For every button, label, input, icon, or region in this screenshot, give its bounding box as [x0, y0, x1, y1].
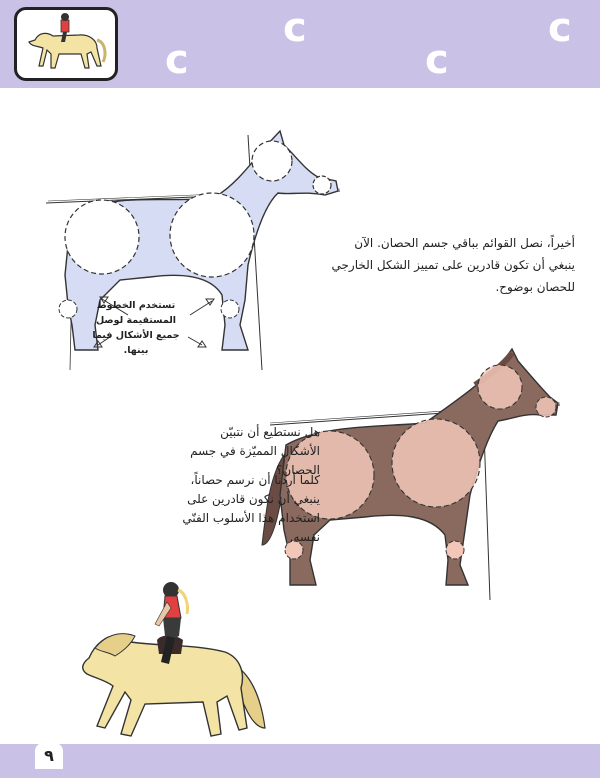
horse-rider-illustration — [75, 578, 275, 748]
header-deco-c: c — [548, 5, 572, 51]
horse-rider-icon — [17, 10, 115, 78]
header-deco-c: c — [425, 37, 449, 83]
horse-rider-thumbnail — [14, 7, 118, 81]
question-text: هل نستطيع أن نتبيّن الأشكال المميّزة في جسم الحصان؟ — [190, 425, 320, 477]
footer-band — [0, 744, 600, 778]
outline-horse-diagram — [40, 125, 350, 375]
instruction-text: أخيراً، نصل القوائم بباقي جسم الحصان. الآن ينبغي أن تكون قادرين على تمييز الشكل الخارجي للحصان بوضوح. — [331, 236, 575, 294]
technique-text: كلما أردنا أن نرسم حصاناً، ينبغي أن نكون قادرين على استخدام هذا الأسلوب الفنّي نفسه. — [182, 473, 320, 544]
header-deco-c: c — [283, 5, 307, 51]
guide-lines-note: تستخدم الخطوط المستقيمة لوصل جميع الأشكال فيما بينها. — [92, 300, 180, 356]
page-number: ٩ — [35, 743, 63, 769]
header-deco-c: c — [165, 37, 189, 83]
